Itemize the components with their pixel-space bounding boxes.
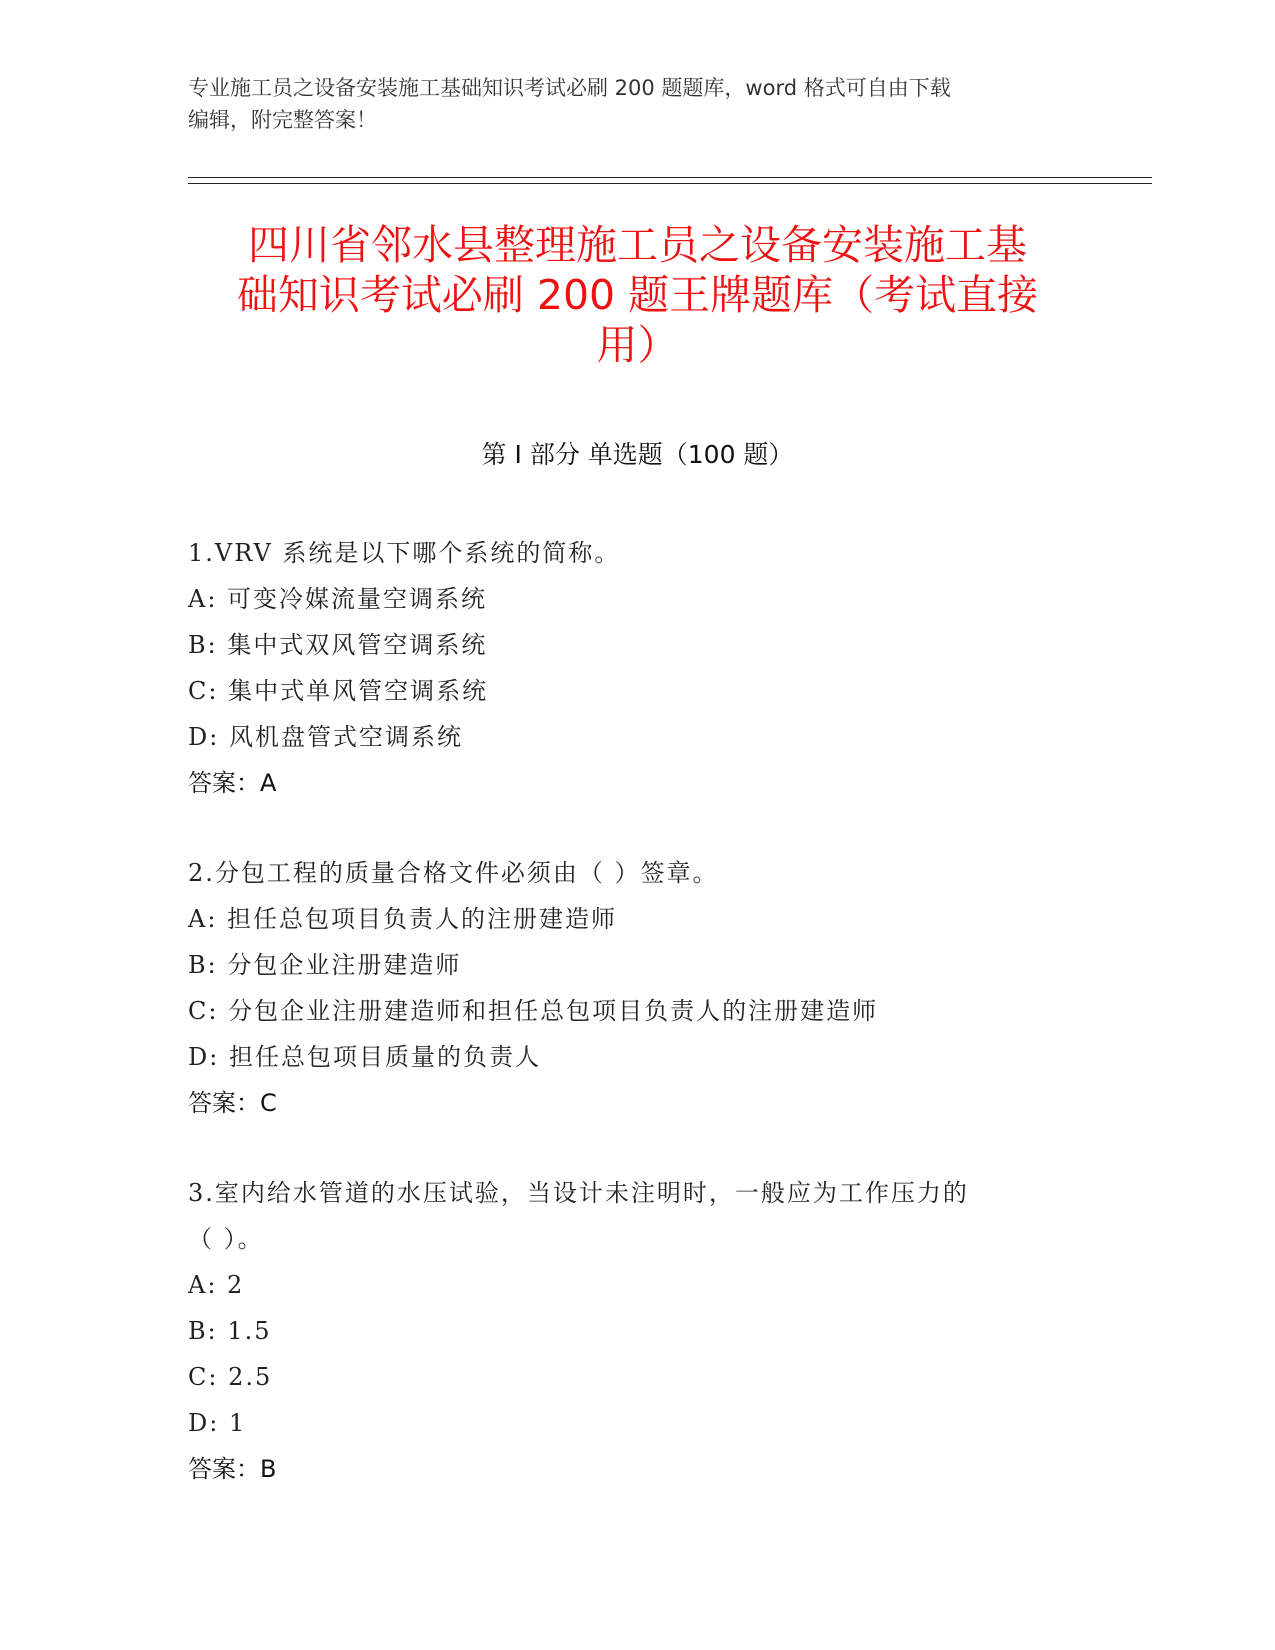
answer: 答案：B: [188, 1455, 277, 1483]
answer: 答案：C: [188, 1089, 277, 1117]
option-c: C: 分包企业注册建造师和担任总包项目负责人的注册建造师: [188, 997, 879, 1025]
option-b: B: 集中式双风管空调系统: [188, 631, 488, 659]
option-d: D: 1: [188, 1409, 247, 1437]
option-a: A: 可变冷媒流量空调系统: [188, 585, 488, 613]
answer: 答案：A: [188, 769, 277, 797]
option-c: C: 集中式单风管空调系统: [188, 677, 489, 705]
document-title: [195, 220, 1080, 370]
header-divider-top: [188, 177, 1152, 178]
section-heading: 第 I 部分 单选题（100 题）: [481, 440, 794, 469]
option-b: B: 分包企业注册建造师: [188, 951, 462, 979]
header-divider-bottom: [188, 183, 1152, 184]
question-spacer: [188, 1126, 1088, 1170]
question-spacer: [188, 806, 1088, 850]
question-stem: 1.VRV 系统是以下哪个系统的简称。: [188, 539, 621, 567]
question-3: [188, 1170, 1088, 1492]
header-note-line-1: 专业施工员之设备安装施工基础知识考试必刷 200 题题库，word 格式可自由下载: [188, 76, 951, 100]
document-title-line-2: 础知识考试必刷 200 题王牌题库（考试直接: [236, 271, 1039, 319]
option-a: A: 2: [188, 1271, 245, 1299]
option-b: B: 1.5: [188, 1317, 272, 1345]
question-list: [188, 530, 1088, 1492]
question-stem: 2.分包工程的质量合格文件必须由（ ）签章。: [188, 859, 719, 887]
header-note-line-2: 编辑，附完整答案！: [188, 108, 377, 132]
question-1: [188, 530, 1088, 806]
document-title-line-1: 四川省邻水县整理施工员之设备安装施工基: [248, 221, 1027, 269]
header-note: [188, 72, 1088, 136]
option-d: D: 风机盘管式空调系统: [188, 723, 463, 751]
question-stem-line-2: （ ）。: [188, 1225, 264, 1253]
question-2: [188, 850, 1088, 1126]
question-stem-line-1: 3.室内给水管道的水压试验，当设计未注明时，一般应为工作压力的: [188, 1179, 969, 1207]
option-a: A: 担任总包项目负责人的注册建造师: [188, 905, 618, 933]
document-title-line-3: 用）: [596, 321, 679, 369]
option-c: C: 2.5: [188, 1363, 273, 1391]
option-d: D: 担任总包项目质量的负责人: [188, 1043, 541, 1071]
